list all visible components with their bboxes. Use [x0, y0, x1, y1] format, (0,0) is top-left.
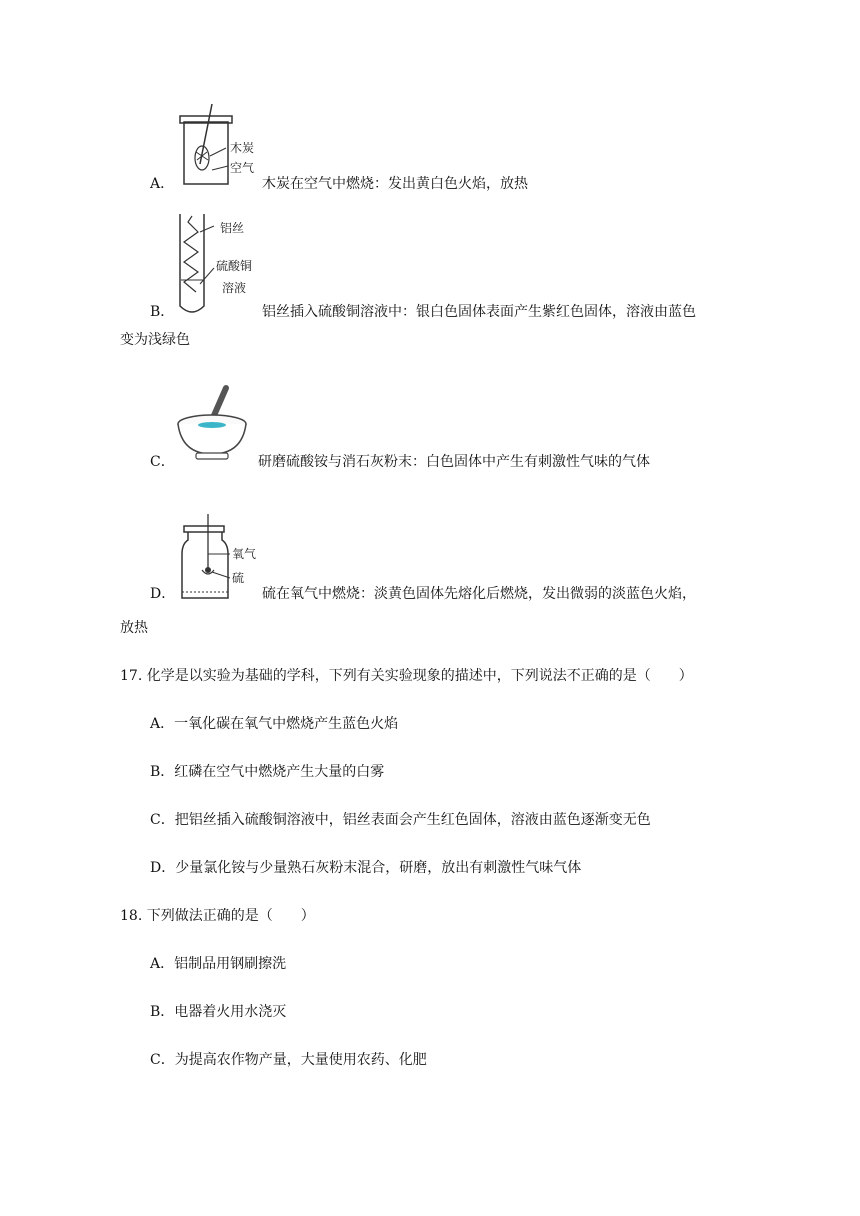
q18-option-b: B．电器着火用水浇灭: [150, 1004, 287, 1020]
option-a-letter: A．: [150, 176, 175, 192]
aluminum-wire-tube-figure: [170, 210, 270, 322]
option-d-text-line2: 放热: [120, 620, 148, 636]
q17-option-c: C．把铝丝插入硫酸铜溶液中，铝丝表面会产生红色固体，溶液由蓝色逐渐变无色: [150, 812, 651, 828]
option-c-letter: C．: [150, 454, 175, 470]
mortar-pestle-figure: [172, 384, 254, 466]
label-aluminum-wire: 铝丝: [220, 221, 245, 235]
q17-stem: 17. 化学是以实验为基础的学科，下列有关实验现象的描述中，下列说法不正确的是（ ）: [120, 668, 693, 684]
option-d-letter: D．: [150, 586, 176, 602]
q17-option-d: D．少量氯化铵与少量熟石灰粉末混合，研磨，放出有刺激性气味气体: [150, 860, 582, 876]
label-solution: 溶液: [222, 281, 247, 295]
sulfur-oxygen-jar-figure: [176, 514, 266, 604]
label-oxygen: 氧气: [232, 547, 257, 561]
option-b-text-line1: 铝丝插入硫酸铜溶液中：银白色固体表面产生紫红色固体，溶液由蓝色: [262, 304, 696, 320]
q18-option-a: A．铝制品用钢刷擦洗: [150, 956, 287, 972]
label-air: 空气: [230, 161, 255, 175]
option-b-text-line2: 变为浅绿色: [120, 332, 190, 348]
option-a-text: 木炭在空气中燃烧：发出黄白色火焰，放热: [262, 176, 528, 192]
label-charcoal: 木炭: [230, 141, 255, 155]
q18-option-c: C．为提高农作物产量，大量使用农药、化肥: [150, 1052, 427, 1068]
option-b-letter: B．: [150, 304, 175, 320]
label-sulfur: 硫: [232, 571, 245, 585]
q17-option-b: B．红磷在空气中燃烧产生大量的白雾: [150, 764, 385, 780]
option-c-text: 研磨硫酸铵与消石灰粉末：白色固体中产生有刺激性气味的气体: [258, 454, 650, 470]
q18-stem: 18. 下列做法正确的是（ ）: [120, 908, 315, 924]
charcoal-jar-figure: [176, 104, 264, 190]
label-copper-sulfate: 硫酸铜: [216, 259, 253, 273]
option-d-text-line1: 硫在氧气中燃烧：淡黄色固体先熔化后燃烧，发出微弱的淡蓝色火焰，: [262, 586, 696, 602]
q17-option-a: A．一氧化碳在氧气中燃烧产生蓝色火焰: [150, 716, 399, 732]
